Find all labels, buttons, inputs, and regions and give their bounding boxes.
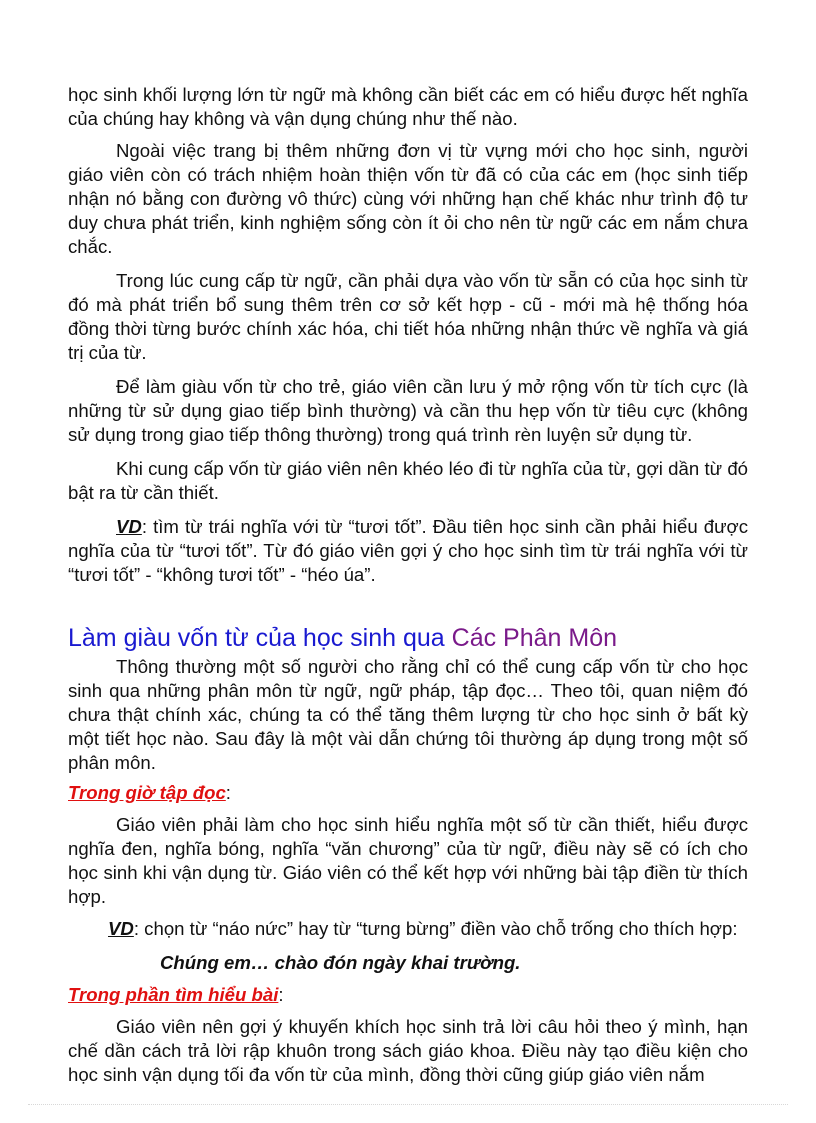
section-heading-accent: Các Phân Môn: [451, 624, 618, 652]
section-heading-main: Làm giàu vốn từ của học sinh qua: [68, 624, 452, 652]
example-text: : tìm từ trái nghĩa với từ “tươi tốt”. Đầu tiên học sinh cần phải hiểu được nghĩa của từ “tươi tốt”. Từ đó giáo viên gợi ý cho học sinh tìm từ trái nghĩa với từ “tươi tốt” - “không tươi tốt” - “héo úa”.: [68, 516, 748, 585]
subheading-colon: :: [225, 782, 231, 803]
paragraph-word-meaning: Khi cung cấp vốn từ giáo viên nên khéo léo đi từ nghĩa của từ, gợi dần từ đó bật ra từ cần thiết.: [68, 458, 748, 503]
subheading-colon: :: [278, 984, 284, 1005]
paragraph-enrich-vocabulary: Để làm giàu vốn từ cho trẻ, giáo viên cần lưu ý mở rộng vốn từ tích cực (là những từ sử dụng giao tiếp bình thường) và cần thu hẹp vốn từ tiêu cực (không sử dụng trong giao tiếp thông thường) trong quá trình rèn luyện sử dụng từ.: [68, 376, 748, 445]
page-bottom-divider: [28, 1104, 788, 1105]
example-paragraph-fill-word: [68, 917, 748, 941]
subheading-reading-lesson-title: Trong giờ tập đọc: [68, 782, 226, 803]
paragraph-vocabulary-completion: Ngoài việc trang bị thêm những đơn vị từ vựng mới cho học sinh, người giáo viên còn có trách nhiệm hoàn thiện vốn từ đã có của các em (học sinh tiếp nhận nó bằng con đường vô thức) cùng với những hạn chế khác như trình độ tư duy chưa phát triển, kinh nghiệm sống còn ít ỏi cho nên từ ngữ các em nắm chưa chắc.: [68, 140, 748, 257]
paragraph-word-supply: Trong lúc cung cấp từ ngữ, cần phải dựa vào vốn từ sẵn có của học sinh từ đó mà phát triển bổ sung thêm trên cơ sở kết hợp - cũ - mới mà hệ thống hóa đồng thời từng bước chính xác hóa, chi tiết hóa những nhận thức về nghĩa và giá trị của từ.: [68, 270, 748, 363]
example-label: VD: [116, 516, 142, 537]
paragraph-reading-lesson: Giáo viên phải làm cho học sinh hiểu nghĩa một số từ cần thiết, hiểu được nghĩa đen, nghĩa bóng, nghĩa “văn chương” của từ ngữ, điều này sẽ có ích cho học sinh khi vận dụng từ. Giáo viên có thể kết hợp với những bài tập điền từ thích hợp.: [68, 814, 748, 907]
paragraph-lesson-exploration: Giáo viên nên gợi ý khuyến khích học sinh trả lời câu hỏi theo ý mình, hạn chế dần cách trả lời rập khuôn trong sách giáo khoa. Điều này tạo điều kiện cho học sinh vận dụng tối đa vốn từ của mình, đồng thời cũng giúp giáo viên nắm: [68, 1016, 748, 1085]
subheading-reading-lesson: [68, 781, 748, 805]
example-text: : chọn từ “náo nức” hay từ “tưng bừng” điền vào chỗ trống cho thích hợp:: [133, 918, 738, 939]
example-paragraph-antonym: [68, 515, 748, 587]
paragraph-continued: học sinh khối lượng lớn từ ngữ mà không cần biết các em có hiểu được hết nghĩa của chúng hay không và vận dụng chúng như thế nào.: [68, 84, 748, 129]
example-label: VD: [108, 918, 134, 939]
subheading-lesson-exploration-title: Trong phần tìm hiểu bài: [68, 984, 279, 1005]
example-sentence: Chúng em… chào đón ngày khai trường.: [160, 952, 521, 973]
section-heading: [68, 621, 748, 655]
page-content: [68, 83, 748, 1087]
subheading-lesson-exploration: [68, 983, 748, 1007]
section-intro-paragraph: Thông thường một số người cho rằng chỉ có thể cung cấp vốn từ cho học sinh qua những phân môn từ ngữ, ngữ pháp, tập đọc… Theo tôi, quan niệm đó chưa thật chính xác, chúng ta có thể tăng thêm lượng từ cho học sinh ở bất kỳ một tiết học nào. Sau đây là một vài dẫn chứng tôi thường áp dụng trong một số phân môn.: [68, 656, 748, 773]
